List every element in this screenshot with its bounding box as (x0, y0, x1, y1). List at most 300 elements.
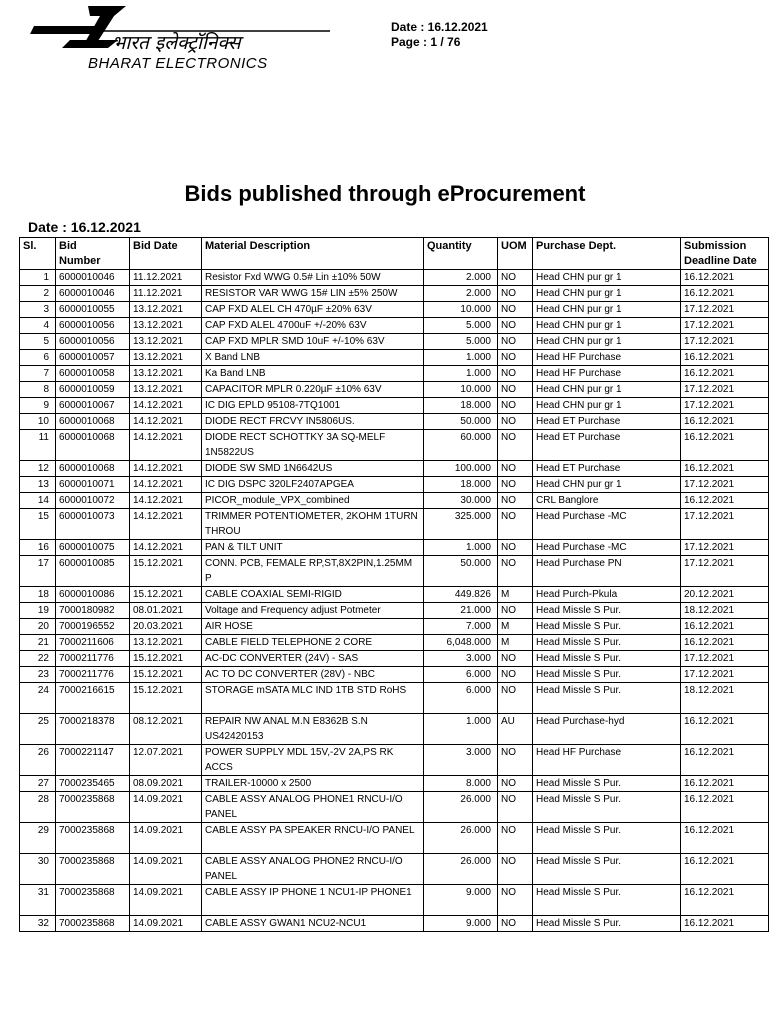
cell-bid-date: 14.09.2021 (130, 823, 202, 854)
header-meta (391, 20, 488, 50)
cell-quantity: 9.000 (424, 916, 498, 932)
table-row (20, 667, 769, 683)
cell-uom: NO (498, 823, 533, 854)
cell-material: REPAIR NW ANAL M.N E8362B S.N US42420153 (202, 714, 424, 745)
table-row (20, 350, 769, 366)
cell-bid-date: 14.09.2021 (130, 916, 202, 932)
cell-sl: 1 (20, 270, 56, 286)
cell-bid-date: 15.12.2021 (130, 683, 202, 714)
cell-sl: 13 (20, 477, 56, 493)
cell-sl: 7 (20, 366, 56, 382)
cell-uom: NO (498, 603, 533, 619)
cell-sl: 21 (20, 635, 56, 651)
cell-material: AC-DC CONVERTER (24V) - SAS (202, 651, 424, 667)
cell-uom: NO (498, 854, 533, 885)
cell-bid-date: 11.12.2021 (130, 286, 202, 302)
table-row (20, 461, 769, 477)
cell-sl: 14 (20, 493, 56, 509)
cell-bid-date: 15.12.2021 (130, 556, 202, 587)
table-row (20, 493, 769, 509)
cell-bid-date: 13.12.2021 (130, 334, 202, 350)
table-row (20, 776, 769, 792)
cell-bid-date: 13.12.2021 (130, 350, 202, 366)
cell-material: CABLE ASSY IP PHONE 1 NCU1-IP PHONE1 (202, 885, 424, 916)
cell-material: RESISTOR VAR WWG 15# LIN ±5% 250W (202, 286, 424, 302)
cell-quantity: 5.000 (424, 334, 498, 350)
cell-quantity: 6,048.000 (424, 635, 498, 651)
cell-uom: NO (498, 556, 533, 587)
header-page: Page : 1 / 76 (391, 35, 461, 49)
table-row (20, 619, 769, 635)
cell-deadline: 16.12.2021 (681, 430, 769, 461)
cell-bid-date: 13.12.2021 (130, 366, 202, 382)
cell-sl: 6 (20, 350, 56, 366)
cell-material: Resistor Fxd WWG 0.5# Lin ±10% 50W (202, 270, 424, 286)
cell-quantity: 2.000 (424, 270, 498, 286)
cell-uom: NO (498, 477, 533, 493)
cell-deadline: 17.12.2021 (681, 477, 769, 493)
cell-deadline: 16.12.2021 (681, 270, 769, 286)
table-row (20, 398, 769, 414)
cell-uom: M (498, 587, 533, 603)
cell-sl: 12 (20, 461, 56, 477)
cell-dept: Head Purchase -MC (533, 509, 681, 540)
cell-sl: 31 (20, 885, 56, 916)
cell-dept: Head Missle S Pur. (533, 619, 681, 635)
col-header-quantity: Quantity (424, 238, 498, 270)
cell-deadline: 16.12.2021 (681, 854, 769, 885)
cell-uom: NO (498, 493, 533, 509)
table-row (20, 916, 769, 932)
table-row (20, 302, 769, 318)
cell-deadline: 17.12.2021 (681, 651, 769, 667)
cell-bid-date: 11.12.2021 (130, 270, 202, 286)
table-row (20, 745, 769, 776)
cell-bid-date: 08.09.2021 (130, 776, 202, 792)
cell-quantity: 50.000 (424, 556, 498, 587)
cell-dept: Head Missle S Pur. (533, 683, 681, 714)
cell-bid-date: 14.12.2021 (130, 398, 202, 414)
bel-logo (30, 4, 330, 72)
cell-bid-number: 6000010046 (56, 286, 130, 302)
cell-sl: 26 (20, 745, 56, 776)
cell-bid-date: 12.07.2021 (130, 745, 202, 776)
col-header-bid-number: Bid Number (56, 238, 130, 270)
cell-uom: NO (498, 430, 533, 461)
cell-uom: NO (498, 318, 533, 334)
cell-dept: Head Missle S Pur. (533, 916, 681, 932)
cell-bid-number: 7000235465 (56, 776, 130, 792)
cell-dept: Head Missle S Pur. (533, 603, 681, 619)
cell-dept: Head Missle S Pur. (533, 667, 681, 683)
cell-material: TRIMMER POTENTIOMETER, 2KOHM 1TURN THROU (202, 509, 424, 540)
cell-deadline: 16.12.2021 (681, 885, 769, 916)
table-row (20, 318, 769, 334)
cell-dept: Head Missle S Pur. (533, 885, 681, 916)
cell-material: DIODE RECT SCHOTTKY 3A SQ-MELF 1N5822US (202, 430, 424, 461)
cell-material: PICOR_module_VPX_combined (202, 493, 424, 509)
table-row (20, 714, 769, 745)
cell-bid-number: 6000010046 (56, 270, 130, 286)
cell-bid-number: 6000010058 (56, 366, 130, 382)
cell-quantity: 1.000 (424, 366, 498, 382)
cell-bid-number: 7000235868 (56, 792, 130, 823)
cell-material: IC DIG EPLD 95108-7TQ1001 (202, 398, 424, 414)
cell-deadline: 18.12.2021 (681, 603, 769, 619)
cell-quantity: 3.000 (424, 651, 498, 667)
cell-bid-date: 13.12.2021 (130, 382, 202, 398)
cell-dept: Head Missle S Pur. (533, 776, 681, 792)
table-row (20, 366, 769, 382)
cell-uom: NO (498, 792, 533, 823)
cell-material: CABLE ASSY ANALOG PHONE1 RNCU-I/O PANEL (202, 792, 424, 823)
cell-dept: Head HF Purchase (533, 366, 681, 382)
logo-english: BHARAT ELECTRONICS (88, 55, 268, 72)
cell-dept: Head Purchase -MC (533, 540, 681, 556)
cell-deadline: 17.12.2021 (681, 667, 769, 683)
cell-material: IC DIG DSPC 320LF2407APGEA (202, 477, 424, 493)
table-row (20, 477, 769, 493)
cell-quantity: 5.000 (424, 318, 498, 334)
cell-dept: Head CHN pur gr 1 (533, 302, 681, 318)
report-date: Date : 16.12.2021 (28, 219, 141, 235)
cell-bid-number: 6000010067 (56, 398, 130, 414)
cell-material: CAP FXD ALEL CH 470µF ±20% 63V (202, 302, 424, 318)
cell-material: CABLE FIELD TELEPHONE 2 CORE (202, 635, 424, 651)
table-header-row (20, 238, 769, 270)
cell-sl: 4 (20, 318, 56, 334)
cell-deadline: 20.12.2021 (681, 587, 769, 603)
header-date: Date : 16.12.2021 (391, 20, 488, 34)
cell-material: Voltage and Frequency adjust Potmeter (202, 603, 424, 619)
cell-bid-number: 6000010075 (56, 540, 130, 556)
cell-sl: 30 (20, 854, 56, 885)
cell-dept: Head CHN pur gr 1 (533, 334, 681, 350)
table-row (20, 382, 769, 398)
cell-bid-number: 7000221147 (56, 745, 130, 776)
cell-dept: Head HF Purchase (533, 745, 681, 776)
cell-deadline: 16.12.2021 (681, 635, 769, 651)
cell-bid-number: 7000216615 (56, 683, 130, 714)
cell-deadline: 16.12.2021 (681, 714, 769, 745)
cell-bid-number: 7000211606 (56, 635, 130, 651)
cell-deadline: 16.12.2021 (681, 916, 769, 932)
cell-deadline: 16.12.2021 (681, 493, 769, 509)
table-row (20, 823, 769, 854)
cell-quantity: 26.000 (424, 854, 498, 885)
cell-bid-number: 7000235868 (56, 854, 130, 885)
cell-uom: M (498, 635, 533, 651)
cell-uom: NO (498, 366, 533, 382)
cell-uom: M (498, 619, 533, 635)
cell-bid-date: 13.12.2021 (130, 635, 202, 651)
cell-deadline: 16.12.2021 (681, 350, 769, 366)
cell-uom: NO (498, 651, 533, 667)
cell-sl: 2 (20, 286, 56, 302)
cell-bid-date: 08.01.2021 (130, 603, 202, 619)
cell-bid-date: 13.12.2021 (130, 318, 202, 334)
cell-bid-date: 08.12.2021 (130, 714, 202, 745)
cell-quantity: 8.000 (424, 776, 498, 792)
cell-dept: Head Purchase-hyd (533, 714, 681, 745)
table-row (20, 414, 769, 430)
cell-deadline: 17.12.2021 (681, 382, 769, 398)
cell-sl: 9 (20, 398, 56, 414)
cell-bid-number: 7000211776 (56, 651, 130, 667)
cell-dept: Head Missle S Pur. (533, 823, 681, 854)
page-title: Bids published through eProcurement (184, 181, 586, 206)
cell-deadline: 16.12.2021 (681, 286, 769, 302)
cell-dept: Head CHN pur gr 1 (533, 270, 681, 286)
cell-bid-number: 6000010057 (56, 350, 130, 366)
cell-bid-date: 13.12.2021 (130, 302, 202, 318)
table-row (20, 603, 769, 619)
cell-dept: Head Missle S Pur. (533, 635, 681, 651)
cell-deadline: 16.12.2021 (681, 366, 769, 382)
cell-uom: NO (498, 302, 533, 318)
cell-bid-date: 15.12.2021 (130, 651, 202, 667)
cell-sl: 23 (20, 667, 56, 683)
cell-material: TRAILER-10000 x 2500 (202, 776, 424, 792)
col-header-bid-date: Bid Date (130, 238, 202, 270)
cell-deadline: 17.12.2021 (681, 334, 769, 350)
cell-deadline: 16.12.2021 (681, 745, 769, 776)
cell-uom: NO (498, 270, 533, 286)
cell-material: DIODE SW SMD 1N6642US (202, 461, 424, 477)
cell-quantity: 9.000 (424, 885, 498, 916)
cell-sl: 11 (20, 430, 56, 461)
table-row (20, 509, 769, 540)
cell-uom: NO (498, 509, 533, 540)
cell-uom: NO (498, 916, 533, 932)
col-header-deadline: Submission Deadline Date (681, 238, 769, 270)
cell-quantity: 6.000 (424, 683, 498, 714)
table-row (20, 430, 769, 461)
table-row (20, 651, 769, 667)
bids-table (19, 237, 769, 932)
cell-material: Ka Band LNB (202, 366, 424, 382)
cell-bid-number: 7000196552 (56, 619, 130, 635)
cell-material: STORAGE mSATA MLC IND 1TB STD RoHS (202, 683, 424, 714)
cell-bid-number: 6000010056 (56, 334, 130, 350)
cell-material: CONN. PCB, FEMALE RP,ST,8X2PIN,1.25MM P (202, 556, 424, 587)
cell-bid-date: 14.12.2021 (130, 414, 202, 430)
cell-quantity: 10.000 (424, 302, 498, 318)
cell-quantity: 30.000 (424, 493, 498, 509)
cell-bid-number: 7000218378 (56, 714, 130, 745)
cell-sl: 29 (20, 823, 56, 854)
cell-deadline: 17.12.2021 (681, 302, 769, 318)
cell-quantity: 21.000 (424, 603, 498, 619)
cell-uom: NO (498, 286, 533, 302)
cell-quantity: 50.000 (424, 414, 498, 430)
cell-sl: 18 (20, 587, 56, 603)
cell-uom: NO (498, 667, 533, 683)
cell-quantity: 18.000 (424, 477, 498, 493)
cell-bid-date: 14.12.2021 (130, 540, 202, 556)
cell-dept: Head CHN pur gr 1 (533, 398, 681, 414)
cell-uom: NO (498, 683, 533, 714)
cell-sl: 20 (20, 619, 56, 635)
cell-deadline: 16.12.2021 (681, 792, 769, 823)
cell-sl: 32 (20, 916, 56, 932)
cell-quantity: 10.000 (424, 382, 498, 398)
cell-sl: 8 (20, 382, 56, 398)
cell-sl: 5 (20, 334, 56, 350)
cell-deadline: 16.12.2021 (681, 414, 769, 430)
cell-uom: NO (498, 745, 533, 776)
cell-dept: CRL Banglore (533, 493, 681, 509)
cell-bid-date: 14.12.2021 (130, 461, 202, 477)
cell-bid-number: 7000180982 (56, 603, 130, 619)
cell-sl: 17 (20, 556, 56, 587)
cell-material: AIR HOSE (202, 619, 424, 635)
cell-bid-number: 7000235868 (56, 885, 130, 916)
cell-quantity: 1.000 (424, 540, 498, 556)
cell-dept: Head CHN pur gr 1 (533, 318, 681, 334)
table-row (20, 792, 769, 823)
cell-sl: 10 (20, 414, 56, 430)
table-row (20, 270, 769, 286)
cell-bid-date: 14.09.2021 (130, 792, 202, 823)
cell-material: DIODE RECT FRCVY IN5806US. (202, 414, 424, 430)
cell-quantity: 325.000 (424, 509, 498, 540)
cell-bid-number: 6000010071 (56, 477, 130, 493)
cell-bid-number: 6000010059 (56, 382, 130, 398)
cell-deadline: 16.12.2021 (681, 619, 769, 635)
cell-material: CAP FXD MPLR SMD 10uF +/-10% 63V (202, 334, 424, 350)
table-row (20, 635, 769, 651)
cell-bid-number: 7000211776 (56, 667, 130, 683)
cell-bid-number: 6000010055 (56, 302, 130, 318)
cell-quantity: 2.000 (424, 286, 498, 302)
cell-bid-number: 6000010068 (56, 430, 130, 461)
cell-bid-number: 6000010085 (56, 556, 130, 587)
table-row (20, 556, 769, 587)
cell-quantity: 60.000 (424, 430, 498, 461)
cell-material: CABLE ASSY ANALOG PHONE2 RNCU-I/O PANEL (202, 854, 424, 885)
cell-quantity: 26.000 (424, 823, 498, 854)
cell-uom: NO (498, 334, 533, 350)
cell-sl: 19 (20, 603, 56, 619)
table-row (20, 334, 769, 350)
cell-material: CABLE ASSY PA SPEAKER RNCU-I/O PANEL (202, 823, 424, 854)
col-header-sl: Sl. (20, 238, 56, 270)
cell-sl: 22 (20, 651, 56, 667)
cell-deadline: 17.12.2021 (681, 556, 769, 587)
cell-deadline: 16.12.2021 (681, 461, 769, 477)
cell-bid-date: 15.12.2021 (130, 667, 202, 683)
cell-dept: Head Purchase PN (533, 556, 681, 587)
cell-deadline: 16.12.2021 (681, 823, 769, 854)
cell-bid-number: 6000010086 (56, 587, 130, 603)
cell-deadline: 18.12.2021 (681, 683, 769, 714)
cell-deadline: 17.12.2021 (681, 540, 769, 556)
cell-quantity: 1.000 (424, 714, 498, 745)
cell-sl: 16 (20, 540, 56, 556)
cell-bid-date: 14.12.2021 (130, 477, 202, 493)
table-body (20, 270, 769, 932)
cell-quantity: 6.000 (424, 667, 498, 683)
cell-bid-date: 14.12.2021 (130, 509, 202, 540)
cell-bid-number: 6000010072 (56, 493, 130, 509)
cell-material: AC TO DC CONVERTER (28V) - NBC (202, 667, 424, 683)
cell-uom: NO (498, 885, 533, 916)
cell-sl: 24 (20, 683, 56, 714)
cell-quantity: 3.000 (424, 745, 498, 776)
cell-material: CABLE COAXIAL SEMI-RIGID (202, 587, 424, 603)
cell-bid-number: 6000010073 (56, 509, 130, 540)
cell-sl: 3 (20, 302, 56, 318)
cell-dept: Head Purch-Pkula (533, 587, 681, 603)
cell-dept: Head HF Purchase (533, 350, 681, 366)
cell-deadline: 17.12.2021 (681, 509, 769, 540)
cell-dept: Head CHN pur gr 1 (533, 286, 681, 302)
cell-uom: AU (498, 714, 533, 745)
cell-material: CAP FXD ALEL 4700uF +/-20% 63V (202, 318, 424, 334)
cell-material: X Band LNB (202, 350, 424, 366)
cell-uom: NO (498, 414, 533, 430)
cell-bid-number: 6000010068 (56, 414, 130, 430)
cell-dept: Head Missle S Pur. (533, 792, 681, 823)
cell-dept: Head CHN pur gr 1 (533, 477, 681, 493)
table-row (20, 683, 769, 714)
cell-material: POWER SUPPLY MDL 15V,-2V 2A,PS RK ACCS (202, 745, 424, 776)
cell-bid-number: 6000010056 (56, 318, 130, 334)
cell-deadline: 17.12.2021 (681, 398, 769, 414)
cell-material: CABLE ASSY GWAN1 NCU2-NCU1 (202, 916, 424, 932)
cell-sl: 15 (20, 509, 56, 540)
table-row (20, 885, 769, 916)
cell-bid-number: 7000235868 (56, 916, 130, 932)
table-row (20, 286, 769, 302)
cell-quantity: 18.000 (424, 398, 498, 414)
cell-bid-date: 20.03.2021 (130, 619, 202, 635)
cell-uom: NO (498, 540, 533, 556)
cell-uom: NO (498, 382, 533, 398)
cell-quantity: 26.000 (424, 792, 498, 823)
cell-dept: Head ET Purchase (533, 430, 681, 461)
cell-uom: NO (498, 776, 533, 792)
cell-bid-number: 6000010068 (56, 461, 130, 477)
cell-bid-number: 7000235868 (56, 823, 130, 854)
col-header-dept: Purchase Dept. (533, 238, 681, 270)
col-header-uom: UOM (498, 238, 533, 270)
cell-dept: Head CHN pur gr 1 (533, 382, 681, 398)
cell-bid-date: 15.12.2021 (130, 587, 202, 603)
cell-dept: Head Missle S Pur. (533, 854, 681, 885)
cell-sl: 28 (20, 792, 56, 823)
col-header-material: Material Description (202, 238, 424, 270)
cell-bid-date: 14.12.2021 (130, 430, 202, 461)
cell-bid-date: 14.12.2021 (130, 493, 202, 509)
cell-dept: Head ET Purchase (533, 414, 681, 430)
cell-quantity: 449.826 (424, 587, 498, 603)
table-row (20, 587, 769, 603)
cell-sl: 27 (20, 776, 56, 792)
cell-deadline: 17.12.2021 (681, 318, 769, 334)
table-row (20, 540, 769, 556)
cell-uom: NO (498, 398, 533, 414)
cell-deadline: 16.12.2021 (681, 776, 769, 792)
cell-quantity: 100.000 (424, 461, 498, 477)
cell-bid-date: 14.09.2021 (130, 885, 202, 916)
cell-quantity: 1.000 (424, 350, 498, 366)
cell-sl: 25 (20, 714, 56, 745)
cell-uom: NO (498, 461, 533, 477)
cell-dept: Head ET Purchase (533, 461, 681, 477)
logo-hindi: भारत इलेक्ट्रॉनिक्स (112, 32, 241, 54)
